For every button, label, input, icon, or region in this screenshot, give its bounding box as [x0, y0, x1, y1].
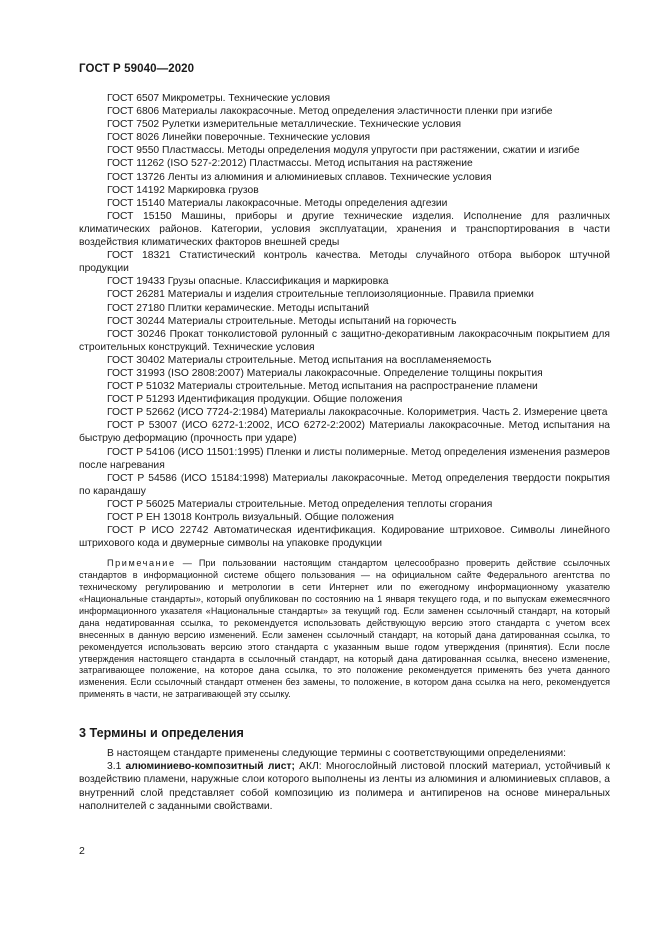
- reference-item: ГОСТ 30402 Материалы строительные. Метод испытания на воспламеняемость: [107, 354, 492, 366]
- reference-item: ГОСТ 27180 Плитки керамические. Методы испытаний: [107, 302, 370, 314]
- reference-item: ГОСТ Р 52662 (ИСО 7724-2:1984) Материалы лакокрасочные. Колориметрия. Часть 2. Измерение цвета: [107, 407, 608, 419]
- note-text: — При пользовании настоящим стандартом целесообразно проверить действие ссылочных стандартов в информационной системе общего пользования — на официальном сайте Федерального агентства по техническому регулированию и метрологии в сети Интернет или по ежегодному информационному указателю «Национальные стандарты», который опубликован по состоянию на 1 января текущего года, и по выпускам ежемесячного информационного указателя «Национальные стандарты» за текущий год. Если заменен ссылочный стандарт, на который дана недатированная ссылка, то рекомендуется использовать действующую версию этого стандарта с учетом всех внесенных в данную версию изменений. Если заменен ссылочный стандарт, на который дана датированная ссылка, то рекомендуется использовать версию этого стандарта с указанным выше годом утверждения (принятия). Если после утверждения настоящего стандарта в ссылочный стандарт, на который дана датированная ссылка, внесено изменение, затрагивающее положение, на которое дана ссылка, то это положение рекомендуется применять без учета данного изменения. Если ссылочный стандарт отменен без замены, то положение, в котором дана ссылка на него, рекомендуется применять в части, не затрагивающей эту ссылку.: [79, 558, 610, 700]
- section-3-title: 3 Термины и определения: [79, 726, 244, 741]
- section-3-intro: В настоящем стандарте применены следующие термины с соответствующими определениями:: [107, 748, 567, 760]
- term-name: алюминиево-композитный лист;: [125, 761, 295, 773]
- reference-item: ГОСТ 8026 Линейки поверочные. Технические условия: [107, 132, 371, 144]
- reference-item: ГОСТ 11262 (ISO 527-2:2012) Пластмассы. Метод испытания на растяжение: [107, 158, 473, 170]
- note-label: Примечание: [107, 558, 176, 569]
- reference-item: ГОСТ Р 54106 (ИСО 11501:1995) Пленки и листы полимерные. Метод определения изменения размеров после нагревания: [79, 446, 610, 471]
- reference-item: ГОСТ 15140 Материалы лакокрасочные. Методы определения адгезии: [107, 197, 448, 209]
- reference-item: ГОСТ 18321 Статистический контроль качества. Методы случайного отбора выборок штучной продукции: [79, 250, 610, 275]
- note-paragraph: [79, 558, 610, 701]
- reference-item: ГОСТ 26281 Материалы и изделия строительные теплоизоляционные. Правила приемки: [107, 289, 534, 301]
- page-number: 2: [79, 845, 85, 857]
- reference-item: ГОСТ Р 56025 Материалы строительные. Метод определения теплоты сгорания: [107, 498, 493, 510]
- reference-item: ГОСТ Р 51293 Идентификация продукции. Общие положения: [107, 394, 403, 406]
- reference-item: ГОСТ 9550 Пластмассы. Методы определения модуля упругости при растяжении, сжатии и изгибе: [107, 145, 580, 157]
- reference-item: ГОСТ Р 54586 (ИСО 15184:1998) Материалы лакокрасочные. Метод определения твердости покрытия по карандашу: [79, 472, 610, 497]
- reference-item: ГОСТ 31993 (ISO 2808:2007) Материалы лакокрасочные. Определение толщины покрытия: [107, 367, 543, 379]
- reference-item: ГОСТ 6806 Материалы лакокрасочные. Метод определения эластичности пленки при изгибе: [107, 106, 553, 118]
- reference-item: ГОСТ 14192 Маркировка грузов: [107, 184, 259, 196]
- reference-item: ГОСТ Р ИСО 22742 Автоматическая идентификация. Кодирование штриховое. Символы линейного штрихового кода и двумерные символы на упаковке продукции: [79, 525, 610, 550]
- reference-item: ГОСТ 6507 Микрометры. Технические условия: [107, 93, 331, 104]
- reference-item: ГОСТ 15150 Машины, приборы и другие технические изделия. Исполнение для различных климатических районов. Категории, условия эксплуатации, хранения и транспортирования в части воздействия климатических факторов внешней среды: [79, 210, 610, 249]
- term-definition: АКЛ: Многослойный листовой плоский материал, устойчивый к воздействию пламени, наружные слои которого выполнены из ленты из алюминия и алюминиевых сплавов, а внутренний слой представляет собой композицию из полимера и антипиренов на основе минеральных наполнителей с заданными свойствами.: [79, 761, 610, 812]
- normative-references-list: [79, 92, 610, 550]
- term-number: 3.1: [107, 761, 126, 773]
- reference-item: ГОСТ Р 51032 Материалы строительные. Метод испытания на распространение пламени: [107, 381, 538, 393]
- document-body: [79, 92, 610, 813]
- reference-item: ГОСТ 30246 Прокат тонколистовой рулонный с защитно-декоративным лакокрасочным покрытием для строительных конструкций. Технические условия: [79, 328, 610, 353]
- reference-item: ГОСТ 19433 Грузы опасные. Классификация и маркировка: [107, 276, 389, 288]
- term-3-1: [79, 760, 610, 812]
- document-header: ГОСТ Р 59040—2020: [79, 63, 195, 75]
- reference-item: ГОСТ 13726 Ленты из алюминия и алюминиевых сплавов. Технические условия: [107, 171, 492, 183]
- reference-item: ГОСТ Р 53007 (ИСО 6272-1:2002, ИСО 6272-2:2002) Материалы лакокрасочные. Метод испытания на быструю деформацию (прочность при ударе): [79, 420, 610, 445]
- reference-item: ГОСТ 30244 Материалы строительные. Методы испытаний на горючесть: [107, 315, 457, 327]
- reference-item: ГОСТ 7502 Рулетки измерительные металлические. Технические условия: [107, 119, 462, 131]
- reference-item: ГОСТ Р ЕН 13018 Контроль визуальный. Общие положения: [107, 512, 394, 523]
